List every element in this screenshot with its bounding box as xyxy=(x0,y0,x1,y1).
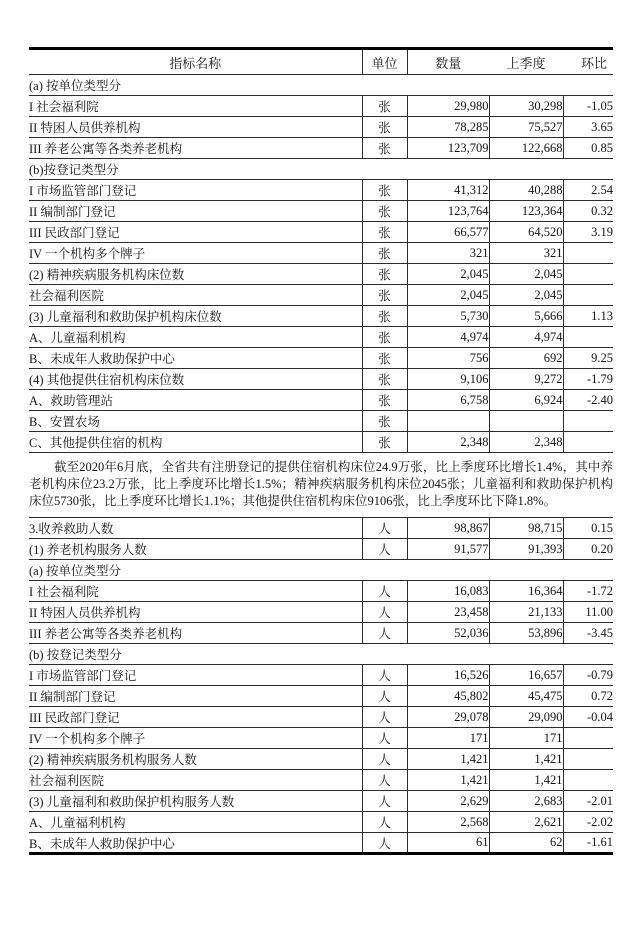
quantity-cell: 1,421 xyxy=(407,770,489,791)
quantity-cell: 9,106 xyxy=(407,369,489,390)
quantity-cell: 1,421 xyxy=(407,749,489,770)
qoq-ratio-cell xyxy=(563,327,613,348)
unit-cell: 人 xyxy=(362,833,407,854)
last-quarter-cell: 29,090 xyxy=(489,707,563,728)
indicator-name-cell: C、其他提供住宿的机构 xyxy=(29,436,163,450)
indicator-name-cell: 社会福利医院 xyxy=(29,774,105,788)
table-row xyxy=(29,623,613,644)
quantity-cell: 2,568 xyxy=(407,812,489,833)
section-label-cell: (b) 按登记类型分 xyxy=(29,648,122,662)
quantity-cell: 123,709 xyxy=(407,138,489,159)
unit-cell: 张 xyxy=(362,264,407,285)
last-quarter-cell: 321 xyxy=(489,243,563,264)
indicator-name-cell: (2) 精神疾病服务机构服务人数 xyxy=(29,753,197,767)
indicator-name-cell: (3) 儿童福利和救助保护机构床位数 xyxy=(29,310,222,324)
quantity-cell: 45,802 xyxy=(407,686,489,707)
last-quarter-cell: 171 xyxy=(489,728,563,749)
indicator-name-cell: II 编制部门登记 xyxy=(29,205,116,219)
indicator-name-cell: (1) 养老机构服务人数 xyxy=(29,543,147,557)
qoq-ratio-cell xyxy=(563,243,613,264)
qoq-ratio-cell: -2.40 xyxy=(563,390,613,411)
qoq-ratio-cell: -1.05 xyxy=(563,96,613,117)
indicator-name-cell: II 编制部门登记 xyxy=(29,690,116,704)
table-row xyxy=(29,686,613,707)
table-row xyxy=(29,222,613,243)
unit-cell: 人 xyxy=(362,539,407,560)
last-quarter-cell: 53,896 xyxy=(489,623,563,644)
people-count-table-body xyxy=(29,518,613,854)
unit-cell: 人 xyxy=(362,518,407,539)
qoq-ratio-cell: 3.19 xyxy=(563,222,613,243)
table-row xyxy=(29,728,613,749)
col-header-indicator-name: 指标名称 xyxy=(169,55,222,71)
quantity-cell: 2,629 xyxy=(407,791,489,812)
qoq-ratio-cell xyxy=(563,411,613,432)
unit-cell: 人 xyxy=(362,665,407,686)
indicator-name-cell: A、儿童福利机构 xyxy=(29,816,126,830)
last-quarter-cell: 692 xyxy=(489,348,563,369)
table-row xyxy=(29,96,613,117)
unit-cell: 张 xyxy=(362,201,407,222)
table-row xyxy=(29,306,613,327)
document-page xyxy=(0,47,640,939)
quantity-cell: 123,764 xyxy=(407,201,489,222)
quantity-cell: 321 xyxy=(407,243,489,264)
quantity-cell: 98,867 xyxy=(407,518,489,539)
quantity-cell: 2,045 xyxy=(407,264,489,285)
table-row xyxy=(29,264,613,285)
last-quarter-cell: 2,621 xyxy=(489,812,563,833)
indicator-name-cell: A、救助管理站 xyxy=(29,394,114,408)
unit-cell: 张 xyxy=(362,432,407,453)
last-quarter-cell: 30,298 xyxy=(489,96,563,117)
table-row xyxy=(29,749,613,770)
indicator-name-cell: B、安置农场 xyxy=(29,415,100,429)
qoq-ratio-cell: 1.13 xyxy=(563,306,613,327)
quantity-cell: 171 xyxy=(407,728,489,749)
unit-cell: 张 xyxy=(362,411,407,432)
indicator-name-cell: III 养老公寓等各类养老机构 xyxy=(29,142,183,156)
last-quarter-cell: 2,348 xyxy=(489,432,563,453)
table-row xyxy=(29,432,613,453)
section-label-cell: (a) 按单位类型分 xyxy=(29,79,121,93)
indicator-name-cell: III 养老公寓等各类养老机构 xyxy=(29,627,183,641)
quantity-cell: 16,526 xyxy=(407,665,489,686)
indicator-name-cell: (2) 精神疾病服务机构床位数 xyxy=(29,268,185,282)
qoq-ratio-cell: 11.00 xyxy=(563,602,613,623)
qoq-ratio-cell xyxy=(563,728,613,749)
col-header-qoq-ratio: 环比 xyxy=(580,55,607,71)
qoq-ratio-cell: -2.02 xyxy=(563,812,613,833)
table-header-row xyxy=(29,49,613,75)
table-row xyxy=(29,348,613,369)
last-quarter-cell: 2,045 xyxy=(489,264,563,285)
unit-cell: 张 xyxy=(362,243,407,264)
table-row xyxy=(29,581,613,602)
qoq-ratio-cell xyxy=(563,770,613,791)
unit-cell: 张 xyxy=(362,369,407,390)
indicator-name-cell: A、儿童福利机构 xyxy=(29,331,126,345)
table-row xyxy=(29,518,613,539)
qoq-ratio-cell: 0.32 xyxy=(563,201,613,222)
unit-cell: 人 xyxy=(362,686,407,707)
unit-cell: 人 xyxy=(362,791,407,812)
last-quarter-cell: 122,668 xyxy=(489,138,563,159)
last-quarter-cell: 91,393 xyxy=(489,539,563,560)
quantity-cell: 29,078 xyxy=(407,707,489,728)
table-row xyxy=(29,138,613,159)
quantity-cell: 2,045 xyxy=(407,285,489,306)
indicator-name-cell: 3.收养救助人数 xyxy=(29,522,114,536)
table-row xyxy=(29,539,613,560)
table-row xyxy=(29,602,613,623)
table-row xyxy=(29,833,613,854)
unit-cell: 人 xyxy=(362,812,407,833)
quantity-cell: 29,980 xyxy=(407,96,489,117)
unit-cell: 人 xyxy=(362,770,407,791)
indicator-name-cell: I 社会福利院 xyxy=(29,100,99,114)
last-quarter-cell: 64,520 xyxy=(489,222,563,243)
last-quarter-cell: 62 xyxy=(489,833,563,854)
unit-cell: 人 xyxy=(362,623,407,644)
unit-cell: 张 xyxy=(362,180,407,201)
qoq-ratio-cell: -1.61 xyxy=(563,833,613,854)
qoq-ratio-cell: 3.65 xyxy=(563,117,613,138)
quantity-cell: 2,348 xyxy=(407,432,489,453)
quantity-cell: 4,974 xyxy=(407,327,489,348)
unit-cell: 人 xyxy=(362,602,407,623)
last-quarter-cell: 21,133 xyxy=(489,602,563,623)
quantity-cell: 41,312 xyxy=(407,180,489,201)
qoq-ratio-cell: -3.45 xyxy=(563,623,613,644)
last-quarter-cell: 16,657 xyxy=(489,665,563,686)
qoq-ratio-cell xyxy=(563,432,613,453)
qoq-ratio-cell: -1.79 xyxy=(563,369,613,390)
last-quarter-cell: 2,045 xyxy=(489,285,563,306)
indicator-name-cell: IV 一个机构多个牌子 xyxy=(29,247,146,261)
indicator-name-cell: III 民政部门登记 xyxy=(29,226,120,240)
bed-count-table-body xyxy=(29,75,613,453)
col-header-unit: 单位 xyxy=(362,49,407,75)
unit-cell: 张 xyxy=(362,390,407,411)
people-count-table xyxy=(29,517,613,855)
last-quarter-cell: 40,288 xyxy=(489,180,563,201)
qoq-ratio-cell: 0.15 xyxy=(563,518,613,539)
summary-note: 截至2020年6月底，全省共有注册登记的提供住宿机构床位24.9万张，比上季度环比增长1.4%，其中养老机构床位23.2万张，比上季度环比增长1.5%；精神疾病服务机构床位2045张；儿童福利和救助保护机构床位5730张，比上季度环比增长1.1%；其他提供住宿机构床位9106张，比上季度环比下降1.8%。 xyxy=(29,460,613,508)
indicator-name-cell: I 社会福利院 xyxy=(29,585,99,599)
unit-cell: 人 xyxy=(362,581,407,602)
qoq-ratio-cell: 9.25 xyxy=(563,348,613,369)
last-quarter-cell: 5,666 xyxy=(489,306,563,327)
unit-cell: 张 xyxy=(362,327,407,348)
table-row xyxy=(29,285,613,306)
last-quarter-cell: 6,924 xyxy=(489,390,563,411)
quantity-cell: 16,083 xyxy=(407,581,489,602)
qoq-ratio-cell: -0.79 xyxy=(563,665,613,686)
indicator-name-cell: I 市场监管部门登记 xyxy=(29,184,137,198)
qoq-ratio-cell: 0.72 xyxy=(563,686,613,707)
last-quarter-cell: 4,974 xyxy=(489,327,563,348)
table-row xyxy=(29,201,613,222)
qoq-ratio-cell xyxy=(563,749,613,770)
unit-cell: 张 xyxy=(362,96,407,117)
table-row xyxy=(29,180,613,201)
indicator-name-cell: I 市场监管部门登记 xyxy=(29,669,137,683)
table-row xyxy=(29,243,613,264)
section-row xyxy=(29,644,613,665)
indicator-name-cell: II 特困人员供养机构 xyxy=(29,121,141,135)
section-label-cell: (a) 按单位类型分 xyxy=(29,564,121,578)
last-quarter-cell: 1,421 xyxy=(489,770,563,791)
unit-cell: 张 xyxy=(362,138,407,159)
unit-cell: 人 xyxy=(362,707,407,728)
indicator-name-cell: (3) 儿童福利和救助保护机构服务人数 xyxy=(29,795,235,809)
table-row xyxy=(29,791,613,812)
last-quarter-cell: 16,364 xyxy=(489,581,563,602)
indicator-name-cell: III 民政部门登记 xyxy=(29,711,120,725)
qoq-ratio-cell: -2.01 xyxy=(563,791,613,812)
section-row xyxy=(29,159,613,180)
quantity-cell: 52,036 xyxy=(407,623,489,644)
quantity-cell: 78,285 xyxy=(407,117,489,138)
unit-cell: 张 xyxy=(362,117,407,138)
quantity-cell: 91,577 xyxy=(407,539,489,560)
last-quarter-cell: 75,527 xyxy=(489,117,563,138)
section-label-cell: (b)按登记类型分 xyxy=(29,163,119,177)
table-row xyxy=(29,707,613,728)
last-quarter-cell: 98,715 xyxy=(489,518,563,539)
col-header-quantity: 数量 xyxy=(435,55,462,71)
table-row xyxy=(29,770,613,791)
qoq-ratio-cell xyxy=(563,264,613,285)
qoq-ratio-cell: 2.54 xyxy=(563,180,613,201)
last-quarter-cell: 45,475 xyxy=(489,686,563,707)
quantity-cell xyxy=(407,411,489,432)
table-row xyxy=(29,665,613,686)
section-row xyxy=(29,560,613,581)
qoq-ratio-cell xyxy=(563,285,613,306)
unit-cell: 张 xyxy=(362,348,407,369)
table-row xyxy=(29,390,613,411)
table-row xyxy=(29,117,613,138)
table-row xyxy=(29,411,613,432)
last-quarter-cell xyxy=(489,411,563,432)
bed-count-table xyxy=(29,47,613,453)
indicator-name-cell: II 特困人员供养机构 xyxy=(29,606,141,620)
unit-cell: 人 xyxy=(362,749,407,770)
last-quarter-cell: 2,683 xyxy=(489,791,563,812)
last-quarter-cell: 123,364 xyxy=(489,201,563,222)
indicator-name-cell: 社会福利医院 xyxy=(29,289,105,303)
qoq-ratio-cell: 0.85 xyxy=(563,138,613,159)
quantity-cell: 756 xyxy=(407,348,489,369)
indicator-name-cell: (4) 其他提供住宿机构床位数 xyxy=(29,373,185,387)
table-row xyxy=(29,327,613,348)
indicator-name-cell: B、未成年人救助保护中心 xyxy=(29,836,175,851)
qoq-ratio-cell: -0.04 xyxy=(563,707,613,728)
quantity-cell: 61 xyxy=(407,833,489,854)
quantity-cell: 66,577 xyxy=(407,222,489,243)
quantity-cell: 5,730 xyxy=(407,306,489,327)
quantity-cell: 6,758 xyxy=(407,390,489,411)
unit-cell: 人 xyxy=(362,728,407,749)
last-quarter-cell: 1,421 xyxy=(489,749,563,770)
unit-cell: 张 xyxy=(362,222,407,243)
qoq-ratio-cell: -1.72 xyxy=(563,581,613,602)
col-header-last-quarter: 上季度 xyxy=(506,55,546,71)
indicator-name-cell: B、未成年人救助保护中心 xyxy=(29,352,175,366)
indicator-name-cell: IV 一个机构多个牌子 xyxy=(29,732,146,746)
unit-cell: 张 xyxy=(362,306,407,327)
unit-cell: 张 xyxy=(362,285,407,306)
table-row xyxy=(29,369,613,390)
qoq-ratio-cell: 0.20 xyxy=(563,539,613,560)
quantity-cell: 23,458 xyxy=(407,602,489,623)
section-row xyxy=(29,75,613,96)
last-quarter-cell: 9,272 xyxy=(489,369,563,390)
table-row xyxy=(29,812,613,833)
